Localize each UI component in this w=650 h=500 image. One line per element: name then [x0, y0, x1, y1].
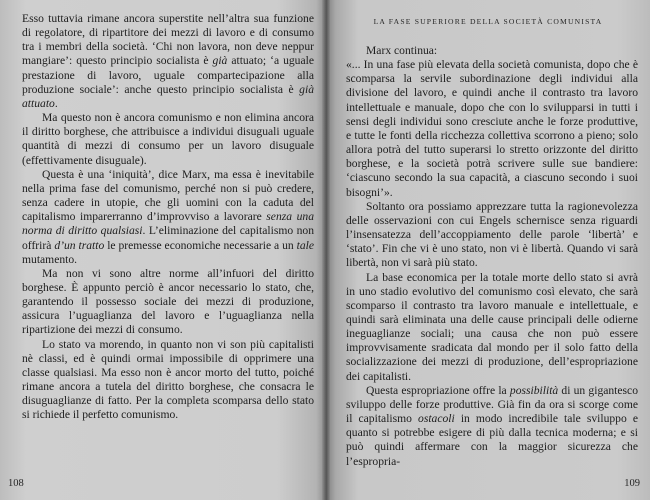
text-run: Marx continua: — [366, 44, 438, 57]
emphasized-text: già — [212, 54, 228, 68]
text-run: attuato; ‘a uguale prestazione di lavoro, uguale compartecipazione alla produzione sociale’: anche questo principio socialista è — [22, 54, 314, 96]
book-gutter — [322, 0, 330, 500]
text-run: mutamento. — [22, 252, 78, 266]
paragraph — [22, 168, 314, 267]
text-run: . L’eliminazione del capitalismo non offrirà — [22, 224, 315, 252]
emphasized-text: già attuato — [22, 82, 314, 110]
text-run: «... In una fase più elevata della società comunista, dopo che è scomparsa la servile subordinazione degli individui alla divisione del lavoro, e quindi anche il contrasto tra lavoro intellettuale e manuale, dopo che con lo svilupparsi in tutti i sensi degli individui sono cresciute anche le forze produttive, e tutte le fonti della ricchezza collettiva scorrono a pieno; solo allora potrà del tutto superarsi lo stretto orizzonte del diritto borghese, e la società potrà scrivere sulle sue bandiere: ‘ciascuno secondo la sua capacità, a ciascuno secondo i suoi bisogni’». — [346, 58, 638, 199]
emphasized-text: possibilità — [509, 383, 559, 397]
paragraph — [22, 267, 314, 338]
paragraph — [346, 200, 638, 271]
text-run: Esso tuttavia rimane ancora superstite nell’altra sua funzione di regolatore, di ripartitore dei mezzi di lavoro e di consumo tra i membri della società. ‘Chi non lavora, non deve neppur mangiare’: questo principio socialista è — [22, 12, 314, 68]
text-run: in modo incredibile tale sviluppo e quanto si potrebbe esigere di più dalla tecnica moderna; e si può quindi affermare con la maggior sicurezza che l’espropria- — [346, 412, 638, 468]
text-run: Ma questo non è ancora comunismo e non elimina ancora il diritto borghese, che attribuisce a individui disuguali uguale quantità di mezzi di consumo per un lavoro disuguale (effettivamente disuguale). — [22, 111, 314, 167]
text-run: le premesse economiche necessarie a un — [104, 238, 297, 252]
text-run: Questa è una ‘iniquità’, dice Marx, ma essa è inevitabile nella prima fase del comunismo, perché non si può credere, senza cadere in utopie, che gli uomini con la caduta del capitalismo imparerranno d’improvviso a lavorare — [22, 167, 314, 224]
text-run: Ma non vi sono altre norme all’infuori del diritto borghese. È appunto perciò è ancor necessario lo stato, che, garantendo il possesso sociale dei mezzi di produzione, assicura l’uguaglianza del lavoro e l’uguaglianza nella ripartizione dei mezzi di consumo. — [22, 266, 314, 337]
page-number-left: 108 — [8, 478, 24, 489]
emphasized-text: tale — [296, 238, 315, 252]
quotation-paragraph — [346, 58, 638, 200]
emphasized-text: d’un tratto — [54, 238, 105, 252]
text-run: La base economica per la totale morte dello stato si avrà in uno stadio evolutivo del comunismo così elevato, che sarà scomparso il contrasto tra lavoro manuale e intellettuale, e quindi sarà eliminata una delle cause principali delle odierne ineguaglianze sociali; una causa che non può essere improvvisamente sradicata dal mondo per il solo fatto della socializzazione dei mezzi di produzione, dell’espropriazione dei capitalisti. — [346, 270, 638, 383]
page-number-right: 109 — [624, 478, 640, 489]
paragraph — [346, 44, 638, 58]
paragraph — [22, 12, 314, 111]
text-run: . — [54, 96, 58, 110]
text-run: Questa espropriazione offre la — [366, 383, 510, 397]
paragraph — [346, 271, 638, 384]
text-run: di un gigantesco sviluppo delle forze produttive. Già fin da ora si scorge come il capitalismo — [346, 383, 639, 426]
left-page-text — [22, 12, 314, 423]
paragraph — [346, 384, 638, 469]
text-run: Lo stato va morendo, in quanto non vi son più capitalisti nè classi, ed è quindi ormai impossibile di opprimere una classe qualsiasi. Ma esso non è ancor morto del tutto, poiché rimane ancora a tutela del diritto borghese, che consacra le disuguaglianze di fatto. Per la completa scomparsa dello stato si richiede il perfetto comunismo. — [22, 337, 314, 422]
emphasized-text: senza una norma di diritto qualsiasi — [22, 210, 314, 238]
emphasized-text: ostacoli — [418, 412, 455, 426]
paragraph — [22, 338, 314, 423]
running-head: LA FASE SUPERIORE DELLA SOCIETÀ COMUNISTA — [373, 17, 603, 26]
paragraph — [22, 111, 314, 168]
text-run: Soltanto ora possiamo apprezzare tutta la ragionevolezza delle osservazioni con cui Engels schernisce senza riguardi l’insensatezza dell’accoppiamento delle parole ‘libertà’ e ‘stato’. Fin che vi è uno stato, non vi è libertà. Quando vi sarà libertà, non vi sarà più stato. — [346, 199, 638, 270]
right-page-text — [346, 44, 638, 469]
right-page — [326, 0, 650, 500]
